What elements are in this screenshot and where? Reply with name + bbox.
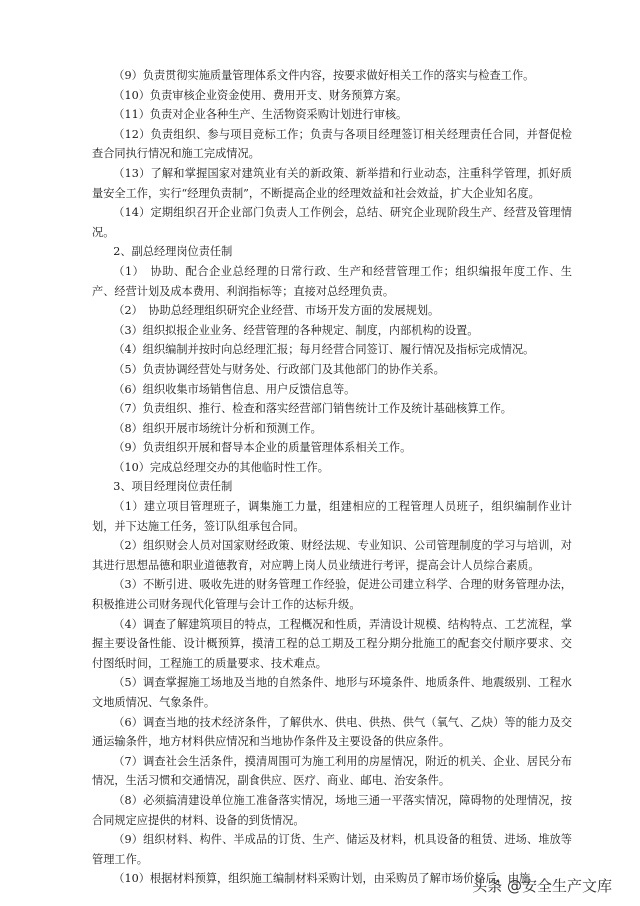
paragraph: （13）了解和掌握国家对建筑业有关的新政策、新举措和行业动态，注重科学管理，抓好质量安全工作，实行“经理负责制”，不断提高企业的经理效益和社会效益，扩大企业知名度。 [92, 166, 572, 200]
paragraph: （12）负责组织、参与项目竞标工作；负责与各项目经理签订相关经理责任合同，并督促检查合同执行情况和施工完成情况。 [92, 127, 572, 161]
paragraph: （2） 协助总经理组织研究企业经营、市场开发方面的发展规划。 [113, 304, 440, 318]
paragraph: （8）必须搞清建设单位施工准备落实情况，场地三通一平落实情况，障碍物的处理情况，按合同规定应提供的材料、设备的到货情况。 [92, 793, 572, 827]
paragraph: （5）负责协调经营处与财务处、行政部门及其他部门的协作关系。 [113, 362, 445, 376]
paragraph: （3）组织拟报企业业务、经营管理的各种规定、制度，内部机构的设置。 [113, 323, 479, 337]
paragraph: （9）组织材料、构件、半成品的订货、生产、储运及材料，机具设备的租赁、进场、堆放等管理工作。 [92, 833, 572, 866]
paragraph: （10）负责审核企业资金使用、费用开支、财务预算方案。 [113, 88, 408, 102]
paragraph: （5）调查掌握施工场地及当地的自然条件、地形与环境条件、地质条件、地震级别、工程水文地质情况、气象条件。 [92, 676, 572, 709]
paragraph: （10）根据材料预算，组织施工编制材料采购计划，由采购员了解市场价格后，由施 [113, 872, 531, 886]
paragraph: （3）不断引进、吸收先进的财务管理工作经验，促进公司建立科学、合理的财务管理办法，积极推进公司财务现代化管理与会计工作的达标升级。 [92, 578, 572, 612]
paragraph: （1）建立项目管理班子，调集施工力量，组建相应的工程管理人员班子，组织编制作业计划，并下达施工任务，签订队组承包合同。 [92, 500, 572, 533]
section-heading: 3、项目经理岗位责任制 [113, 480, 233, 494]
paragraph: （7）负责组织、推行、检查和落实经营部门销售统计工作及统计基础核算工作。 [113, 402, 512, 416]
paragraph: （4）调查了解建筑项目的特点，工程概况和性质，弄清设计规模、结构特点、工艺流程，掌握主要设备性能、设计概预算，摸清工程的总工期及工程分期分批施工的配套交付顺序要求、交付图纸时间，工程施工的质量要求、技术难点。 [92, 617, 572, 670]
paragraph: （8）组织开展市场统计分析和预测工作。 [113, 421, 322, 435]
watermark [472, 875, 612, 896]
paragraph: （2）组织财会人员对国家财经政策、财经法规、专业知识、公司管理制度的学习与培训，对其进行思想品德和职业道德教育，对应聘上岗人员业绩进行考评，提高会计人员综合素质。 [92, 539, 572, 572]
paragraph: （4）组织编制并按时向总经理汇报；每月经营合同签订、履行情况及指标完成情况。 [113, 343, 535, 357]
paragraph: （9）负责贯彻实施质量管理体系文件内容，按要求做好相关工作的落实与检查工作。 [113, 69, 535, 82]
paragraph: （9）负责组织开展和督导本企业的质量管理体系相关工作。 [113, 441, 412, 455]
paragraph: （14）定期组织召开企业部门负责人工作例会，总结、研究企业现阶段生产、经营及管理情况。 [92, 206, 572, 239]
paragraph: （6）组织收集市场销售信息、用户反馈信息等。 [113, 382, 356, 396]
paragraph: （6）调查当地的技术经济条件，了解供水、供电、供热、供气（氧气、乙炔）等的能力及交通运输条件，地方材料供应情况和当地协作条件及主要设备的供应条件。 [92, 715, 572, 749]
paragraph: （10）完成总经理交办的其他临时性工作。 [113, 460, 329, 474]
paragraph: （11）负责对企业各种生产、生活物资采购计划进行审核。 [113, 108, 408, 122]
paragraph: （1） 协助、配合企业总经理的日常行政、生产和经营管理工作；组织编报年度工作、生产、经营计划及成本费用、利润指标等；直接对总经理负责。 [92, 264, 572, 298]
section-heading: 2、副总经理岗位责任制 [113, 245, 233, 259]
watermark-text: 头条 @安全生产文库 [472, 877, 612, 895]
document-body [92, 66, 572, 889]
paragraph: （7）调查社会生活条件，摸清周围可为施工利用的房屋情况，附近的机关、企业、居民分布情况，生活习惯和交通情况，副食供应、医疗、商业、邮电、治安条件。 [92, 754, 572, 788]
